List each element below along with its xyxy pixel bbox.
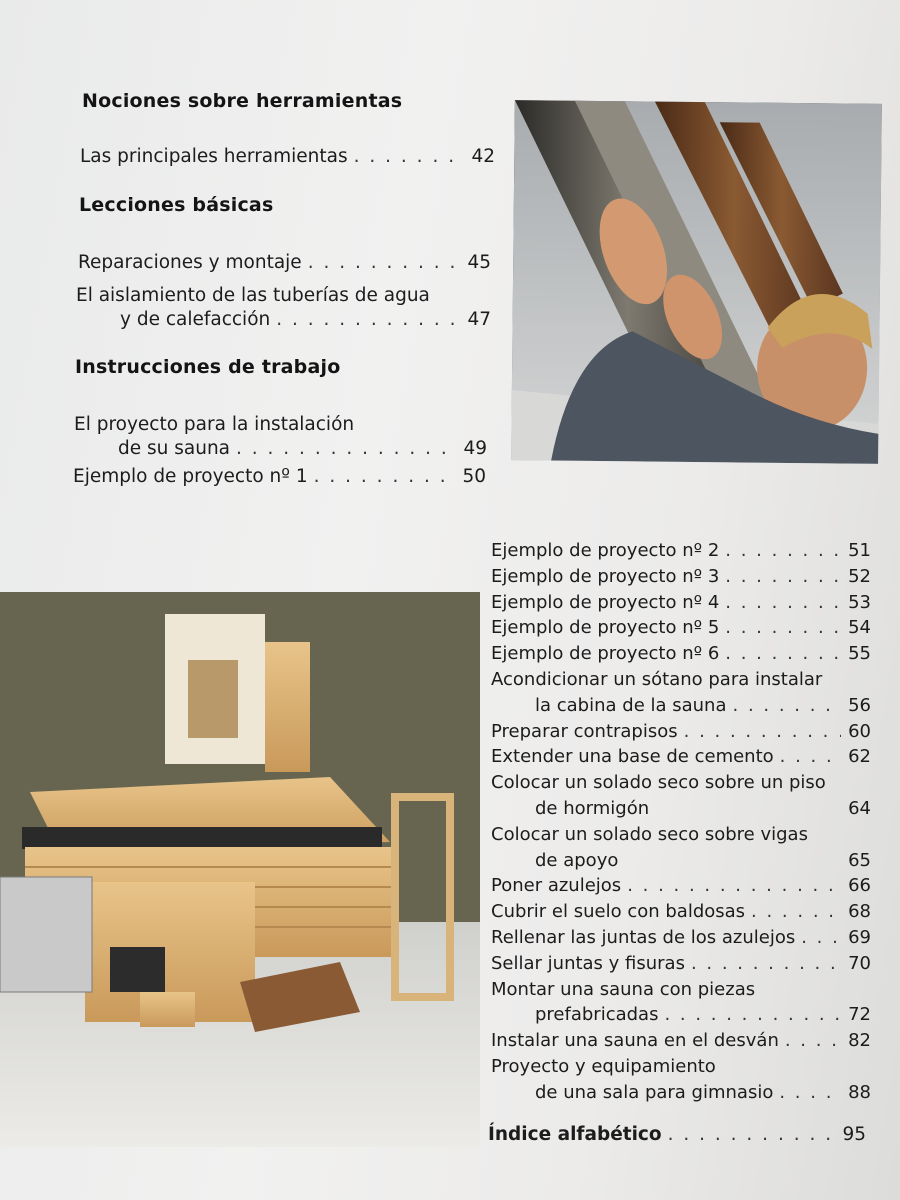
section-heading-instrucciones: Instrucciones de trabajo (75, 356, 341, 378)
toc-entry (78, 251, 491, 275)
toc-right-column (491, 538, 871, 1106)
entry-title: El proyecto para la instalación (74, 414, 355, 435)
entry-title: El aislamiento de las tuberías de agua (76, 285, 430, 306)
index-page: 95 (842, 1124, 866, 1145)
entry-title: Reparaciones y montaje (78, 252, 302, 273)
toc-entry: Ejemplo de proyecto nº 4 . . . 53 (491, 590, 871, 616)
index-title: Índice alfabético (488, 1124, 662, 1145)
photo-sauna-kit-illustration (0, 592, 480, 1147)
entry-page: 47 (467, 309, 491, 330)
toc-entry: Preparar contrapisos . . . 60 (491, 719, 871, 745)
toc-entry: Ejemplo de proyecto nº 3 . . . 52 (491, 564, 871, 590)
toc-entry: Cubrir el suelo con baldosas . . . 68 (491, 899, 871, 925)
toc-entry: Instalar una sauna en el desván . . . 82 (491, 1028, 871, 1054)
toc-entry: Colocar un solado seco sobre un piso de hormigón 64 (491, 772, 871, 819)
toc-entry (80, 145, 495, 169)
toc-entry-index (488, 1124, 866, 1145)
toc-entry: Ejemplo de proyecto nº 5 . . . 54 (491, 615, 871, 641)
entry-title-cont: de su sauna (118, 438, 231, 459)
toc-entry: Rellenar las juntas de los azulejos . . . 69 (491, 925, 871, 951)
entry-title: Las principales herramientas (80, 146, 348, 167)
entry-page: 45 (467, 252, 491, 273)
toc-entry: Poner azulejos . . . 66 (491, 873, 871, 899)
entry-page: 42 (471, 146, 495, 167)
section-heading-lecciones: Lecciones básicas (79, 194, 274, 216)
photo-insulation-illustration (511, 100, 882, 464)
toc-entry: Proyecto y equipamiento de una sala para gimnasio . . . 88 (491, 1054, 871, 1106)
toc-entry: Montar una sauna con piezas prefabricadas . . . 72 (491, 977, 871, 1029)
photo-sauna-kit (0, 592, 480, 1147)
entry-title-cont: y de calefacción (120, 309, 271, 330)
toc-entry (74, 413, 487, 461)
toc-entry: Acondicionar un sótano para instalar la cabina de la sauna . . . 56 (491, 667, 871, 719)
entry-page: 50 (462, 466, 486, 487)
toc-entry (73, 465, 486, 489)
photo-insulation-installation (511, 100, 882, 464)
entry-title: Ejemplo de proyecto nº 1 (73, 466, 308, 487)
toc-entry: Ejemplo de proyecto nº 6 . . . 55 (491, 641, 871, 667)
entry-page: 49 (463, 438, 487, 459)
toc-entry: Ejemplo de proyecto nº 2 . . . 51 (491, 538, 871, 564)
section-heading-herramientas: Nociones sobre herramientas (82, 90, 403, 112)
toc-entry (76, 284, 491, 332)
toc-entry: Sellar juntas y fisuras . . . 70 (491, 951, 871, 977)
toc-entry: Extender una base de cemento . . . 62 (491, 744, 871, 770)
toc-entry: Colocar un solado seco sobre vigas de apoyo 65 (491, 823, 871, 871)
